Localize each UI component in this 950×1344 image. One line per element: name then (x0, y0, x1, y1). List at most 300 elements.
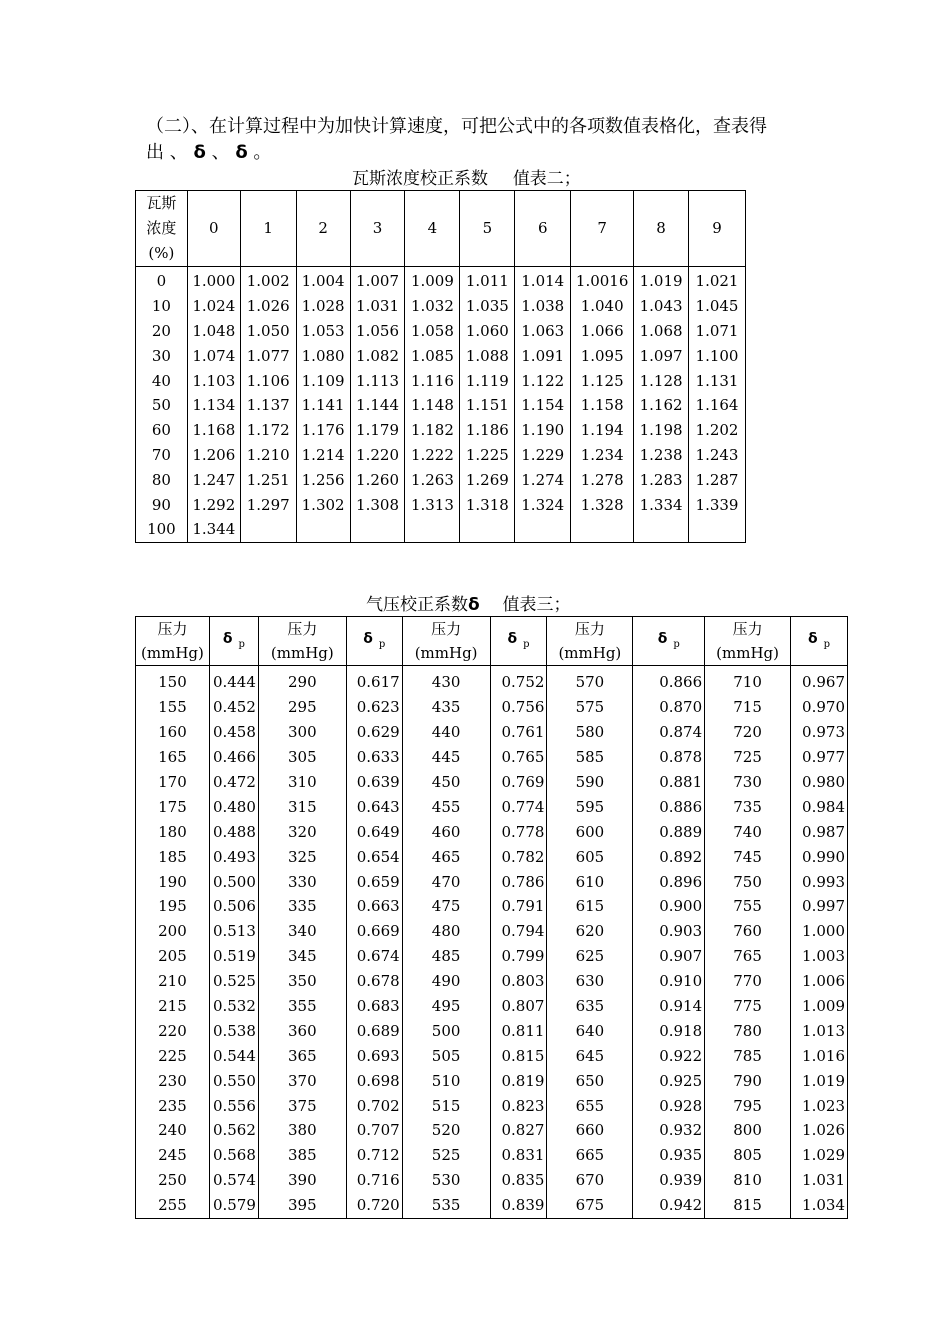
pressure-cell: 735 (705, 794, 791, 819)
coefficient-cell: 1.168 (187, 418, 240, 443)
coefficient-cell: 1.002 (240, 267, 296, 294)
pressure-header: 压力 (mmHg) (705, 617, 791, 666)
coefficient-cell: 1.085 (405, 343, 460, 368)
pressure-cell: 715 (705, 695, 791, 720)
table2-column-header: 8 (634, 191, 689, 267)
delta-p-cell: 1.016 (791, 1043, 848, 1068)
coefficient-cell: 1.194 (571, 418, 634, 443)
coefficient-cell: 1.141 (296, 393, 350, 418)
coefficient-cell: 1.131 (689, 368, 746, 393)
table-row (136, 869, 848, 894)
pressure-cell: 730 (705, 770, 791, 795)
table2-column-header: 3 (350, 191, 405, 267)
delta-p-cell: 0.639 (346, 770, 402, 795)
pressure-cell: 500 (402, 1018, 490, 1043)
delta-p-cell: 0.707 (346, 1118, 402, 1143)
delta-p-cell: 0.997 (791, 894, 848, 919)
pressure-cell: 765 (705, 944, 791, 969)
pressure-cell: 790 (705, 1068, 791, 1093)
delta-p-cell: 0.794 (490, 919, 547, 944)
pressure-cell: 515 (402, 1093, 490, 1118)
table2-caption-text: 瓦斯浓度校正系数 (352, 169, 488, 189)
delta-p-cell: 0.889 (633, 819, 705, 844)
coefficient-cell: 1.324 (515, 492, 571, 517)
pressure-cell: 525 (402, 1143, 490, 1168)
pressure-cell: 495 (402, 994, 490, 1019)
pressure-cell: 375 (258, 1093, 346, 1118)
coefficient-cell: 1.068 (634, 319, 689, 344)
table-row (136, 994, 848, 1019)
delta-p-cell: 0.678 (346, 969, 402, 994)
pressure-cell: 630 (547, 969, 633, 994)
concentration-cell: 30 (136, 343, 188, 368)
delta-p-cell: 0.896 (633, 869, 705, 894)
coefficient-cell: 1.056 (350, 319, 405, 344)
delta-p-cell: 0.807 (490, 994, 547, 1019)
coefficient-cell: 1.088 (460, 343, 515, 368)
coefficient-cell (240, 517, 296, 542)
intro-line-2-start: 出 、 (146, 142, 188, 163)
coefficient-cell: 1.100 (689, 343, 746, 368)
pressure-cell: 330 (258, 869, 346, 894)
table-row (136, 368, 746, 393)
delta-p-cell: 0.752 (490, 666, 547, 695)
pressure-cell: 220 (136, 1018, 210, 1043)
delta-p-cell: 0.980 (791, 770, 848, 795)
delta-p-cell: 0.488 (209, 819, 258, 844)
delta-p-cell: 0.815 (490, 1043, 547, 1068)
delta-p-cell: 0.935 (633, 1143, 705, 1168)
delta-p-cell: 0.643 (346, 794, 402, 819)
table2-column-header: 5 (460, 191, 515, 267)
delta-p-cell: 0.769 (490, 770, 547, 795)
coefficient-cell: 1.004 (296, 267, 350, 294)
pressure-cell: 485 (402, 944, 490, 969)
coefficient-cell: 1.091 (515, 343, 571, 368)
coefficient-cell: 1.028 (296, 294, 350, 319)
pressure-correction-table (135, 616, 848, 1219)
delta-p-cell: 0.892 (633, 844, 705, 869)
delta-p-cell: 0.866 (633, 666, 705, 695)
delta-p-cell: 1.000 (791, 919, 848, 944)
delta-p-cell: 0.774 (490, 794, 547, 819)
coefficient-cell: 1.032 (405, 294, 460, 319)
coefficient-cell: 1.292 (187, 492, 240, 517)
table2-column-header: 6 (515, 191, 571, 267)
delta-p-cell: 0.574 (209, 1168, 258, 1193)
pressure-cell: 535 (402, 1193, 490, 1218)
pressure-cell: 800 (705, 1118, 791, 1143)
delta-p-cell: 0.623 (346, 695, 402, 720)
coefficient-cell: 1.080 (296, 343, 350, 368)
delta-symbol: δ (807, 630, 818, 647)
table-row (136, 1018, 848, 1043)
delta-symbol: δ (235, 142, 248, 163)
pressure-cell: 760 (705, 919, 791, 944)
delta-p-cell: 0.538 (209, 1018, 258, 1043)
coefficient-cell: 1.158 (571, 393, 634, 418)
pressure-cell: 595 (547, 794, 633, 819)
coefficient-cell: 1.247 (187, 467, 240, 492)
pressure-cell: 170 (136, 770, 210, 795)
pressure-cell: 625 (547, 944, 633, 969)
table-row (136, 894, 848, 919)
delta-p-cell: 0.778 (490, 819, 547, 844)
table-row (136, 393, 746, 418)
delta-symbol: δ (657, 630, 668, 647)
pressure-cell: 240 (136, 1118, 210, 1143)
pressure-cell: 430 (402, 666, 490, 695)
delta-p-cell: 0.886 (633, 794, 705, 819)
table2-caption (352, 164, 581, 189)
pressure-cell: 155 (136, 695, 210, 720)
coefficient-cell (571, 517, 634, 542)
coefficient-cell: 1.229 (515, 443, 571, 468)
pressure-cell: 210 (136, 969, 210, 994)
coefficient-cell (350, 517, 405, 542)
pressure-cell: 650 (547, 1068, 633, 1093)
coefficient-cell: 1.014 (515, 267, 571, 294)
table2-column-header: 1 (240, 191, 296, 267)
table-row (136, 1168, 848, 1193)
delta-p-cell: 0.973 (791, 720, 848, 745)
delta-p-cell: 0.500 (209, 869, 258, 894)
pressure-cell: 710 (705, 666, 791, 695)
pressure-cell: 810 (705, 1168, 791, 1193)
coefficient-cell: 1.287 (689, 467, 746, 492)
table-row (136, 770, 848, 795)
coefficient-cell: 1.026 (240, 294, 296, 319)
delta-p-cell: 1.013 (791, 1018, 848, 1043)
delta-p-cell: 0.791 (490, 894, 547, 919)
delta-p-cell: 0.663 (346, 894, 402, 919)
delta-p-cell: 0.819 (490, 1068, 547, 1093)
table-row (136, 467, 746, 492)
delta-p-cell: 0.519 (209, 944, 258, 969)
pressure-cell: 360 (258, 1018, 346, 1043)
pressure-cell: 175 (136, 794, 210, 819)
pressure-cell: 520 (402, 1118, 490, 1143)
delta-p-cell: 0.532 (209, 994, 258, 1019)
coefficient-cell: 1.269 (460, 467, 515, 492)
table-row (136, 819, 848, 844)
coefficient-cell: 1.328 (571, 492, 634, 517)
coefficient-cell: 1.162 (634, 393, 689, 418)
pressure-cell: 250 (136, 1168, 210, 1193)
table-row (136, 1093, 848, 1118)
coefficient-cell: 1.060 (460, 319, 515, 344)
pressure-cell: 615 (547, 894, 633, 919)
pressure-cell: 605 (547, 844, 633, 869)
table-row (136, 666, 848, 695)
coefficient-cell: 1.071 (689, 319, 746, 344)
coefficient-cell: 1.210 (240, 443, 296, 468)
coefficient-cell: 1.172 (240, 418, 296, 443)
delta-p-cell: 0.579 (209, 1193, 258, 1218)
pressure-cell: 670 (547, 1168, 633, 1193)
delta-symbol: δ (468, 595, 480, 615)
delta-p-cell: 0.970 (791, 695, 848, 720)
coefficient-cell: 1.119 (460, 368, 515, 393)
pressure-cell: 775 (705, 994, 791, 1019)
coefficient-cell: 1.011 (460, 267, 515, 294)
coefficient-cell: 1.238 (634, 443, 689, 468)
coefficient-cell: 1.074 (187, 343, 240, 368)
pressure-cell: 580 (547, 720, 633, 745)
delta-p-cell: 0.827 (490, 1118, 547, 1143)
coefficient-cell: 1.251 (240, 467, 296, 492)
delta-subscript: p (523, 638, 530, 650)
pressure-cell: 195 (136, 894, 210, 919)
table-row (136, 319, 746, 344)
coefficient-cell: 1.053 (296, 319, 350, 344)
pressure-cell: 655 (547, 1093, 633, 1118)
pressure-cell: 720 (705, 720, 791, 745)
delta-p-cell: 0.466 (209, 745, 258, 770)
delta-p-cell: 0.831 (490, 1143, 547, 1168)
pressure-cell: 675 (547, 1193, 633, 1218)
delta-subscript: p (823, 638, 831, 650)
coefficient-cell: 1.063 (515, 319, 571, 344)
coefficient-cell: 1.263 (405, 467, 460, 492)
intro-line-1: （二）、在计算过程中为加快计算速度，可把公式中的各项数值表格化，查表得 (146, 116, 767, 137)
delta-p-cell: 0.480 (209, 794, 258, 819)
pressure-header: 压力 (mmHg) (402, 617, 490, 666)
table-row (136, 844, 848, 869)
table-row (136, 267, 746, 294)
delta-p-cell: 0.990 (791, 844, 848, 869)
delta-p-cell: 0.689 (346, 1018, 402, 1043)
delta-p-cell: 0.932 (633, 1118, 705, 1143)
delta-p-cell: 1.031 (791, 1168, 848, 1193)
table-row (136, 720, 848, 745)
table-row (136, 443, 746, 468)
delta-p-header (346, 617, 402, 666)
pressure-cell: 205 (136, 944, 210, 969)
delta-p-cell: 0.702 (346, 1093, 402, 1118)
delta-p-cell: 0.720 (346, 1193, 402, 1218)
delta-p-cell: 0.669 (346, 919, 402, 944)
pressure-cell: 780 (705, 1018, 791, 1043)
delta-p-cell: 0.674 (346, 944, 402, 969)
delta-p-cell: 0.839 (490, 1193, 547, 1218)
pressure-cell: 345 (258, 944, 346, 969)
delta-p-cell: 0.874 (633, 720, 705, 745)
delta-symbol: δ (193, 142, 206, 163)
table3-header-row (136, 617, 848, 666)
pressure-cell: 465 (402, 844, 490, 869)
pressure-cell: 165 (136, 745, 210, 770)
coefficient-cell (460, 517, 515, 542)
coefficient-cell: 1.040 (571, 294, 634, 319)
delta-p-cell: 1.006 (791, 969, 848, 994)
pressure-cell: 290 (258, 666, 346, 695)
delta-p-cell: 0.922 (633, 1043, 705, 1068)
delta-p-cell: 0.993 (791, 869, 848, 894)
delta-p-cell: 0.444 (209, 666, 258, 695)
coefficient-cell: 1.024 (187, 294, 240, 319)
intro-line-2-end: 。 (253, 142, 272, 163)
pressure-cell: 470 (402, 869, 490, 894)
pressure-cell: 335 (258, 894, 346, 919)
pressure-cell: 390 (258, 1168, 346, 1193)
coefficient-cell: 1.190 (515, 418, 571, 443)
table-row (136, 969, 848, 994)
pressure-cell: 645 (547, 1043, 633, 1068)
pressure-cell: 350 (258, 969, 346, 994)
coefficient-cell: 1.058 (405, 319, 460, 344)
delta-p-cell: 0.811 (490, 1018, 547, 1043)
delta-p-cell: 0.693 (346, 1043, 402, 1068)
pressure-cell: 585 (547, 745, 633, 770)
delta-p-cell: 0.716 (346, 1168, 402, 1193)
table2-column-header: 7 (571, 191, 634, 267)
coefficient-cell: 1.274 (515, 467, 571, 492)
delta-p-cell: 0.712 (346, 1143, 402, 1168)
delta-p-cell: 0.900 (633, 894, 705, 919)
table3-body (136, 666, 848, 1219)
pressure-header: 压力 (mmHg) (136, 617, 210, 666)
coefficient-cell: 1.031 (350, 294, 405, 319)
coefficient-cell: 1.339 (689, 492, 746, 517)
coefficient-cell: 1.137 (240, 393, 296, 418)
table2-column-header: 2 (296, 191, 350, 267)
concentration-cell: 50 (136, 393, 188, 418)
delta-p-cell: 0.803 (490, 969, 547, 994)
delta-p-cell: 0.977 (791, 745, 848, 770)
delta-p-cell: 0.967 (791, 666, 848, 695)
pressure-cell: 365 (258, 1043, 346, 1068)
coefficient-cell (634, 517, 689, 542)
delta-p-cell: 0.925 (633, 1068, 705, 1093)
coefficient-cell: 1.000 (187, 267, 240, 294)
coefficient-cell: 1.043 (634, 294, 689, 319)
coefficient-cell: 1.334 (634, 492, 689, 517)
pressure-cell: 755 (705, 894, 791, 919)
delta-p-cell: 0.799 (490, 944, 547, 969)
coefficient-cell: 1.176 (296, 418, 350, 443)
coefficient-cell: 1.318 (460, 492, 515, 517)
delta-p-cell: 0.683 (346, 994, 402, 1019)
delta-p-cell: 0.568 (209, 1143, 258, 1168)
table2-header-row (136, 191, 746, 267)
delta-p-cell: 0.633 (346, 745, 402, 770)
table-row (136, 745, 848, 770)
pressure-cell: 795 (705, 1093, 791, 1118)
delta-subscript: p (238, 638, 245, 650)
coefficient-cell: 1.182 (405, 418, 460, 443)
coefficient-cell: 1.308 (350, 492, 405, 517)
pressure-cell: 600 (547, 819, 633, 844)
pressure-cell: 245 (136, 1143, 210, 1168)
delta-p-cell: 0.649 (346, 819, 402, 844)
delta-p-cell: 0.910 (633, 969, 705, 994)
pressure-cell: 185 (136, 844, 210, 869)
coefficient-cell: 1.045 (689, 294, 746, 319)
coefficient-cell: 1.154 (515, 393, 571, 418)
pressure-cell: 340 (258, 919, 346, 944)
coefficient-cell: 1.109 (296, 368, 350, 393)
coefficient-cell: 1.050 (240, 319, 296, 344)
table-row (136, 1068, 848, 1093)
coefficient-cell: 1.302 (296, 492, 350, 517)
pressure-header: 压力 (mmHg) (547, 617, 633, 666)
table-row (136, 1118, 848, 1143)
coefficient-cell: 1.243 (689, 443, 746, 468)
delta-p-cell: 0.835 (490, 1168, 547, 1193)
pressure-cell: 620 (547, 919, 633, 944)
concentration-cell: 10 (136, 294, 188, 319)
table2-column-header: 9 (689, 191, 746, 267)
coefficient-cell: 1.106 (240, 368, 296, 393)
table-row (136, 492, 746, 517)
delta-p-cell: 0.472 (209, 770, 258, 795)
delta-p-cell: 0.659 (346, 869, 402, 894)
coefficient-cell: 1.148 (405, 393, 460, 418)
concentration-cell: 100 (136, 517, 188, 542)
intro-line-2 (146, 140, 826, 166)
delta-p-cell: 0.918 (633, 1018, 705, 1043)
delta-p-cell: 0.458 (209, 720, 258, 745)
pressure-cell: 575 (547, 695, 633, 720)
intro-separator: 、 (211, 142, 230, 163)
delta-p-cell: 0.761 (490, 720, 547, 745)
delta-p-cell: 0.903 (633, 919, 705, 944)
pressure-cell: 300 (258, 720, 346, 745)
pressure-cell: 235 (136, 1093, 210, 1118)
coefficient-cell: 1.214 (296, 443, 350, 468)
pressure-cell: 255 (136, 1193, 210, 1218)
coefficient-cell: 1.082 (350, 343, 405, 368)
pressure-cell: 320 (258, 819, 346, 844)
table-row (136, 919, 848, 944)
pressure-cell: 570 (547, 666, 633, 695)
delta-p-cell: 0.870 (633, 695, 705, 720)
delta-p-cell: 0.881 (633, 770, 705, 795)
pressure-cell: 225 (136, 1043, 210, 1068)
pressure-cell: 230 (136, 1068, 210, 1093)
concentration-cell: 20 (136, 319, 188, 344)
coefficient-cell: 1.256 (296, 467, 350, 492)
coefficient-cell: 1.125 (571, 368, 634, 393)
pressure-cell: 725 (705, 745, 791, 770)
table2-corner-header: 瓦斯 浓度 (%) (136, 191, 188, 267)
pressure-cell: 740 (705, 819, 791, 844)
coefficient-cell: 1.151 (460, 393, 515, 418)
delta-p-cell: 0.823 (490, 1093, 547, 1118)
coefficient-cell: 1.297 (240, 492, 296, 517)
pressure-cell: 385 (258, 1143, 346, 1168)
coefficient-cell: 1.144 (350, 393, 405, 418)
table-row (136, 944, 848, 969)
delta-subscript: p (378, 638, 386, 650)
pressure-cell: 640 (547, 1018, 633, 1043)
delta-p-cell: 0.765 (490, 745, 547, 770)
pressure-cell: 815 (705, 1193, 791, 1218)
delta-p-cell: 0.544 (209, 1043, 258, 1068)
pressure-cell: 325 (258, 844, 346, 869)
delta-p-cell: 0.782 (490, 844, 547, 869)
pressure-cell: 505 (402, 1043, 490, 1068)
pressure-cell: 440 (402, 720, 490, 745)
table-row (136, 794, 848, 819)
coefficient-cell: 1.164 (689, 393, 746, 418)
pressure-cell: 480 (402, 919, 490, 944)
delta-p-cell: 0.556 (209, 1093, 258, 1118)
delta-p-cell: 1.034 (791, 1193, 848, 1218)
table3-caption-text: 气压校正系数 (366, 595, 468, 615)
gas-concentration-table (135, 190, 746, 543)
